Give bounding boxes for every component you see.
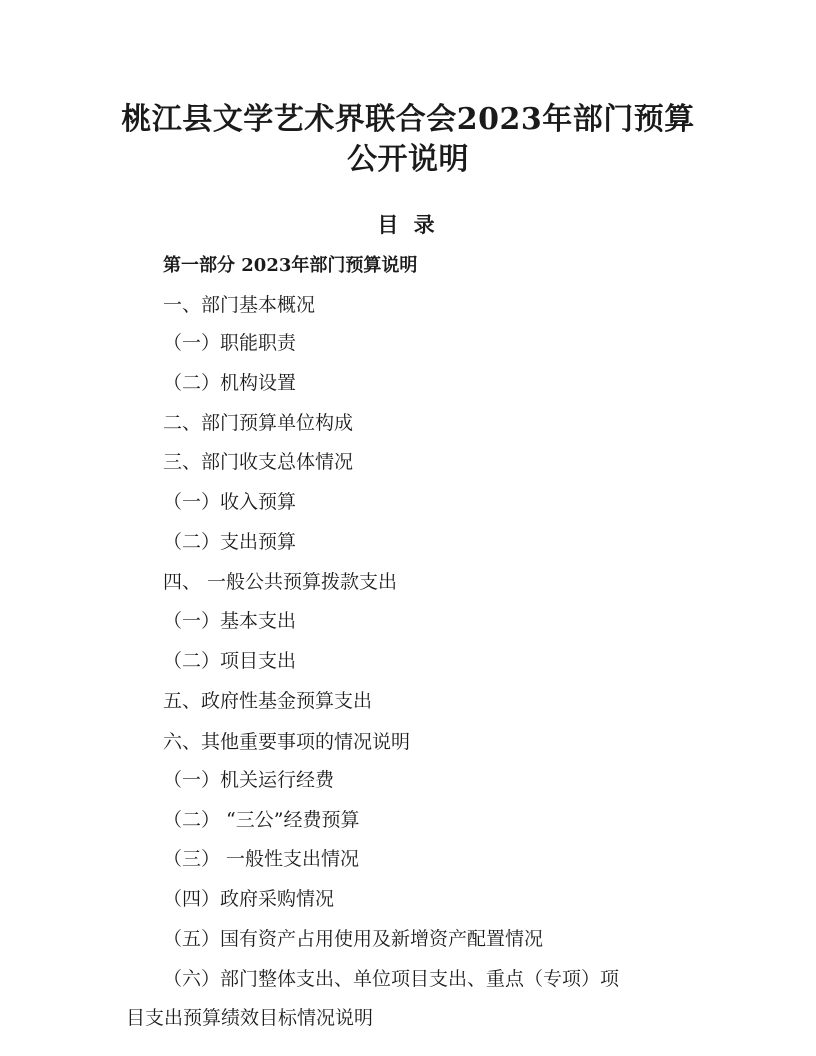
toc-item-6-6-line-2: 目支出预算绩效目标情况说明 <box>126 1007 374 1029</box>
document-title-line-2: 公开说明 <box>347 142 469 177</box>
document-title <box>60 100 756 180</box>
toc-item-1: 一、部门基本概况 <box>163 294 316 316</box>
toc-item-6-3: （三） 一般性支出情况 <box>163 848 360 870</box>
toc-item-3: 三、部门收支总体情况 <box>163 451 354 473</box>
toc-item-1-2: （二）机构设置 <box>163 372 297 394</box>
document-title-line-1: 桃江县文学艺术界联合会2023年部门预算 <box>121 102 695 137</box>
toc-item-6-4: （四）政府采购情况 <box>163 888 335 910</box>
toc-item-4-2: （二）项目支出 <box>163 650 297 672</box>
toc-item-6: 六、其他重要事项的情况说明 <box>163 731 411 753</box>
toc-item-3-2: （二）支出预算 <box>163 531 297 553</box>
toc-item-6-2: （二） “三公”经费预算 <box>163 809 360 831</box>
toc-item-6-6-line-1: （六）部门整体支出、单位项目支出、重点（专项）项 <box>163 968 620 990</box>
toc-item-6-1: （一）机关运行经费 <box>163 769 335 791</box>
toc-item-2: 二、部门预算单位构成 <box>163 412 354 434</box>
toc-item-3-1: （一）收入预算 <box>163 491 297 513</box>
toc-item-6-5: （五）国有资产占用使用及新增资产配置情况 <box>163 928 544 950</box>
toc-item-1-1: （一）职能职责 <box>163 332 297 354</box>
toc-item-4-1: （一）基本支出 <box>163 610 297 632</box>
toc-part-1: 第一部分 2023年部门预算说明 <box>163 255 418 276</box>
toc-item-4: 四、 一般公共预算拨款支出 <box>163 571 398 593</box>
toc-item-5: 五、政府性基金预算支出 <box>163 690 373 712</box>
toc-heading: 目 录 <box>377 212 439 237</box>
